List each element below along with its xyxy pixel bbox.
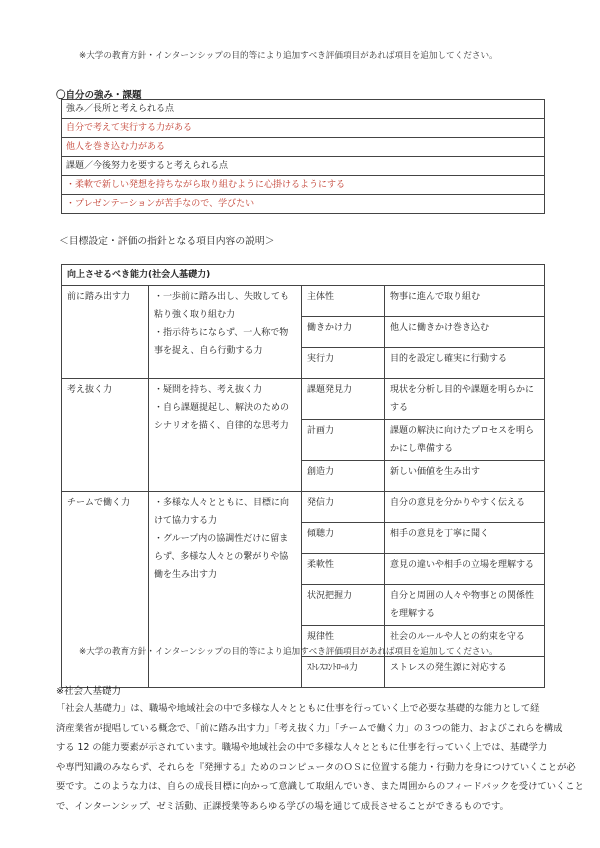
bottom-note: ※大学の教育方針・インターンシップの目的等により追加すべき評価項目があれば項目を追加してください。 — [79, 647, 498, 657]
element-desc: 物事に進んで取り組む — [385, 286, 545, 317]
ability-bullet: ・一歩前に踏み出し、失敗しても粘り強く取り組む力 — [154, 292, 290, 320]
ability-bullet: ・自ら課題提起し、解決のためのシナリオを描く、自律的な思考力 — [154, 403, 290, 431]
ability-name: 前に踏み出す力 — [62, 286, 149, 379]
element-desc: 自分の意見を分かりやすく伝える — [385, 492, 545, 523]
explanation-heading: ※社会人基礎力 — [56, 686, 121, 697]
element-name: 計画力 — [302, 420, 385, 461]
weakness-header: 課題／今後努力を要すると考えられる点 — [62, 157, 545, 176]
element-name: 柔軟性 — [302, 554, 385, 585]
explanation-line: や専門知識のみならず、それらを『発揮する』ためのコンピュータのＯＳに位置する能力・行動力を身につけていくことが必 — [56, 761, 576, 773]
strengths-section-title: 〇自分の強み・課題 — [56, 90, 142, 101]
top-note: ※大学の教育方針・インターンシップの目的等により追加すべき評価項目があれば項目を追加してください。 — [79, 51, 498, 61]
explanation-line: 済産業省が提唱している概念で、「前に踏み出す力」「考え抜く力」「チームで働く力」の３つの能力、およびこれらを構成 — [56, 722, 563, 734]
ability-description — [149, 492, 302, 688]
strengths-table — [61, 99, 545, 214]
element-name: 課題発見力 — [302, 379, 385, 420]
element-name: 創造力 — [302, 461, 385, 492]
ability-name: チームで働く力 — [62, 492, 149, 688]
section-caption: ＜目標設定・評価の指針となる項目内容の説明＞ — [59, 236, 275, 247]
element-name: 主体性 — [302, 286, 385, 317]
strength-header: 強み／長所と考えられる点 — [62, 100, 545, 119]
element-desc: 自分と周囲の人々や物事との関係性を理解する — [385, 585, 545, 626]
weakness-item: ・プレゼンテーションが苦手なので、学びたい — [62, 195, 545, 214]
element-desc: 現状を分析し目的や課題を明らかにする — [385, 379, 545, 420]
element-desc: 新しい価値を生み出す — [385, 461, 545, 492]
element-name: 実行力 — [302, 348, 385, 379]
element-desc: 課題の解決に向けたプロセスを明らかにし準備する — [385, 420, 545, 461]
explanation-line: で、インターンシップ、ゼミ活動、正課授業等あらゆる学びの場を通じて成長させることができるものです。 — [56, 800, 509, 812]
explanation-body — [56, 699, 584, 816]
ability-description — [149, 379, 302, 492]
explanation-line: 「社会人基礎力」は、職場や地域社会の中で多様な人々とともに仕事を行っていく上で必要な基礎的な能力として経 — [56, 703, 540, 714]
element-name: 発信力 — [302, 492, 385, 523]
eval-table-header: 向上させるべき能力(社会人基礎力) — [62, 265, 545, 286]
ability-bullet: ・グループ内の協調性だけに留まらず、多様な人々との繋がりや協働を生み出す力 — [154, 534, 289, 580]
element-name: 働きかけ力 — [302, 317, 385, 348]
explanation-line: する 12 の能力要素が示されています。職場や地域社会の中で多様な人々とともに仕事を行っていく上では、基礎学力 — [56, 742, 548, 753]
ability-bullet: ・疑問を持ち、考え抜く力 — [154, 385, 263, 395]
ability-bullet: ・多様な人々とともに、目標に向けて協力する力 — [154, 498, 290, 526]
element-desc: 相手の意見を丁寧に聞く — [385, 523, 545, 554]
weakness-item: ・柔軟で新しい発想を持ちながら取り組むように心掛けるようにする — [62, 176, 545, 195]
element-name: 規律性 — [302, 626, 385, 657]
strength-item: 自分で考えて実行する力がある — [62, 119, 545, 138]
element-desc: 意見の違いや相手の立場を理解する — [385, 554, 545, 585]
element-desc: ストレスの発生源に対応する — [385, 657, 545, 688]
element-name: 傾聴力 — [302, 523, 385, 554]
ability-bullet: ・指示待ちにならず、一人称で物事を捉え、自ら行動する力 — [154, 328, 289, 356]
element-desc: 目的を設定し確実に行動する — [385, 348, 545, 379]
evaluation-table — [61, 264, 545, 688]
element-desc: 他人に働きかけ巻き込む — [385, 317, 545, 348]
element-name: 状況把握力 — [302, 585, 385, 626]
element-desc: 社会のルールや人との約束を守る — [385, 626, 545, 657]
element-name: ｽﾄﾚｽｺﾝﾄﾛｰﾙ力 — [302, 657, 385, 688]
strength-item: 他人を巻き込む力がある — [62, 138, 545, 157]
ability-name: 考え抜く力 — [62, 379, 149, 492]
explanation-line: 要です。このような力は、自らの成長目標に向かって意識して取組んでいき、また周囲からのフィードバックを受けていくこと — [56, 781, 584, 792]
ability-description — [149, 286, 302, 379]
